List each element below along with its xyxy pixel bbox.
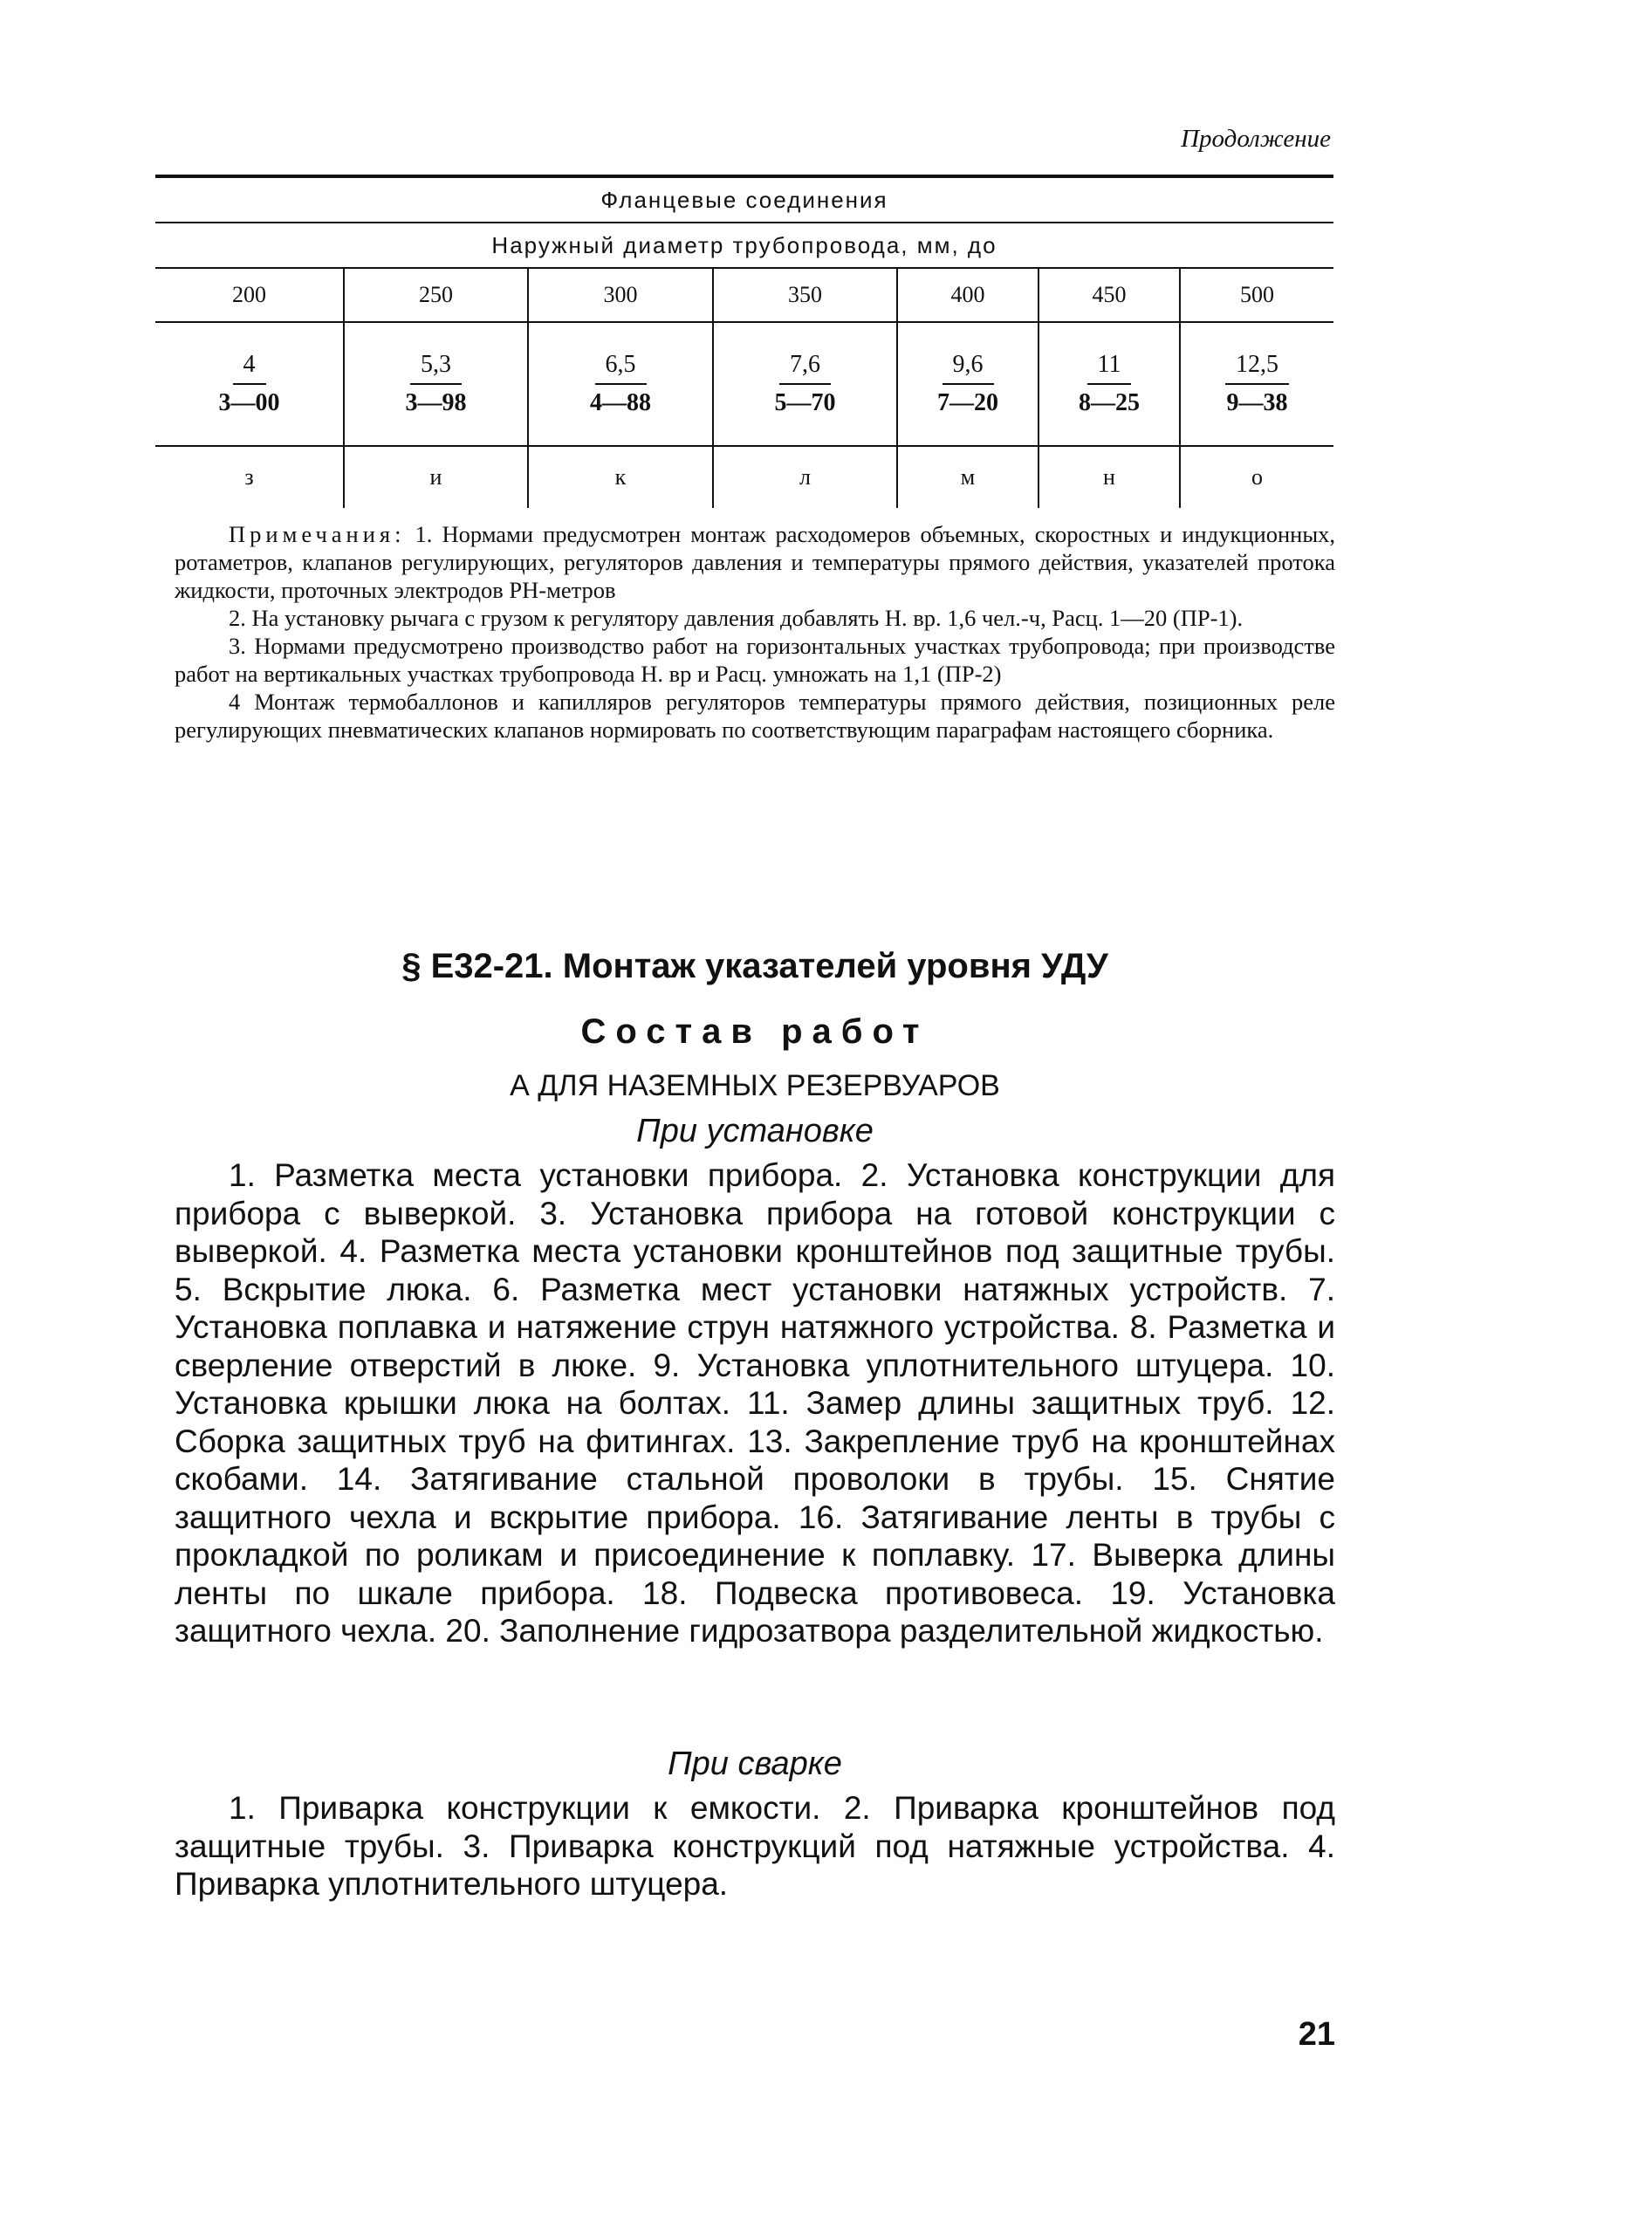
norm-time: 7,6 (779, 350, 831, 385)
code-cell: о (1179, 447, 1333, 508)
norm-time: 9,6 (943, 350, 994, 385)
rate: 3—98 (405, 389, 467, 416)
note-2: 2. На установку рычага с грузом к регулятору давления добавлять Н. вр. 1,6 чел.-ч, Расц. 1—20 (ПР-1). (229, 605, 1244, 631)
diameter-cell: 200 (232, 282, 266, 307)
installation-paragraph: 1. Разметка места установки прибора. 2. Установка конструкции для прибора с выверкой. 3. Установка прибора на готовой конструкции с выверкой. 4. Разметка места установки кронштейнов под защитные трубы. 5. Вскрытие люка. 6. Разметка мест установки натяжных устройств. 7. Установка поплавка и натяжение струн натяжного устройства. 8. Разметка и сверление отверстий в люке. 9. Установка уплотнительного штуцера. 10. Установка крышки люка на болтах. 11. Замер длины защитных труб. 12. Сборка защитных труб на фитингах. 13. Закрепление труб на кронштейнах скобами. 14. Затягивание стальной проволоки в трубы. 15. Снятие защитного чехла и вскрытие прибора. 16. Затягивание ленты в трубы с прокладкой по роликам и присоединение к поплавку. 17. Выверка длины ленты по шкале прибора. 18. Подвеска противовеса. 19. Установка защитного чехла. 20. Заполнение гидрозатвора разделительной жидкостью. (175, 1157, 1335, 1649)
installation-text (175, 1156, 1335, 1650)
note-1 (175, 520, 1335, 604)
code-cell: к (527, 447, 712, 508)
welding-heading: При сварке (668, 1746, 842, 1782)
value-cell (155, 323, 343, 445)
code-cell: м (896, 447, 1038, 508)
rate: 3—00 (218, 389, 280, 416)
code-row (155, 447, 1333, 508)
diameter-cell: 400 (896, 269, 1038, 321)
flange-table (155, 175, 1333, 508)
diameter-cell: 250 (343, 269, 527, 321)
value-cell (712, 323, 896, 445)
value-cell (896, 323, 1038, 445)
page-number: 21 (1298, 2016, 1335, 2053)
continuation-label: Продолжение (1181, 125, 1331, 153)
diameter-cell: 450 (1038, 269, 1179, 321)
table-header-sub: Наружный диаметр трубопровода, мм, до (491, 232, 997, 258)
welding-paragraph: 1. Приварка конструкции к емкости. 2. Приварка кронштейнов под защитные трубы. 3. Приварка конструкций под натяжные устройства. 4. Приварка уплотнительного штуцера. (175, 1790, 1335, 1902)
norm-time: 11 (1087, 350, 1132, 385)
subsection-heading: А ДЛЯ НАЗЕМНЫХ РЕЗЕРВУАРОВ (510, 1069, 1000, 1102)
composition-heading: Состав работ (580, 1012, 929, 1051)
norm-time: 5,3 (410, 350, 462, 385)
code-cell: з (244, 464, 254, 490)
value-cell (527, 323, 712, 445)
rate: 8—25 (1079, 389, 1140, 416)
diameter-cell: 500 (1179, 269, 1333, 321)
welding-text (175, 1789, 1335, 1903)
installation-heading: При установке (636, 1113, 874, 1149)
values-row (155, 323, 1333, 445)
value-cell (1038, 323, 1179, 445)
note-3: 3. Нормами предусмотрено производство работ на горизонтальных участках трубопровода; при производстве работ на вертикальных участках трубопровода Н. вр и Расц. умножать на 1,1 (ПР-2) (175, 633, 1335, 687)
value-cell (1179, 323, 1333, 445)
notes-label: Примечания: (229, 521, 406, 547)
code-cell: н (1038, 447, 1179, 508)
norm-time: 6,5 (595, 350, 647, 385)
diameter-cell: 300 (527, 269, 712, 321)
table-header-group: Фланцевые соединения (600, 187, 888, 213)
diameter-cell: 350 (712, 269, 896, 321)
rate: 5—70 (774, 389, 836, 416)
rate: 9—38 (1226, 389, 1288, 416)
section-title: § Е32-21. Монтаж указателей уровня УДУ (401, 947, 1108, 985)
diameter-row (155, 269, 1333, 321)
notes-block (175, 520, 1335, 744)
rate: 4—88 (590, 389, 651, 416)
value-cell (343, 323, 527, 445)
rate: 7—20 (937, 389, 998, 416)
code-cell: и (343, 447, 527, 508)
norm-time: 12,5 (1225, 350, 1289, 385)
note-4: 4 Монтаж термобаллонов и капилляров регуляторов температуры прямого действия, позиционных реле регулирующих пневматических клапанов нормировать по соответствующим параграфам настоящего сборника. (175, 689, 1335, 743)
norm-time: 4 (233, 350, 266, 385)
note-1-text: 1. Нормами предусмотрен монтаж расходомеров объемных, скоростных и индукционных, ротаметров, клапанов регулирующих, регуляторов давления и температуры прямого действия, указателей протока жидкости, проточных электродов РН-метров (175, 521, 1335, 603)
code-cell: л (712, 447, 896, 508)
